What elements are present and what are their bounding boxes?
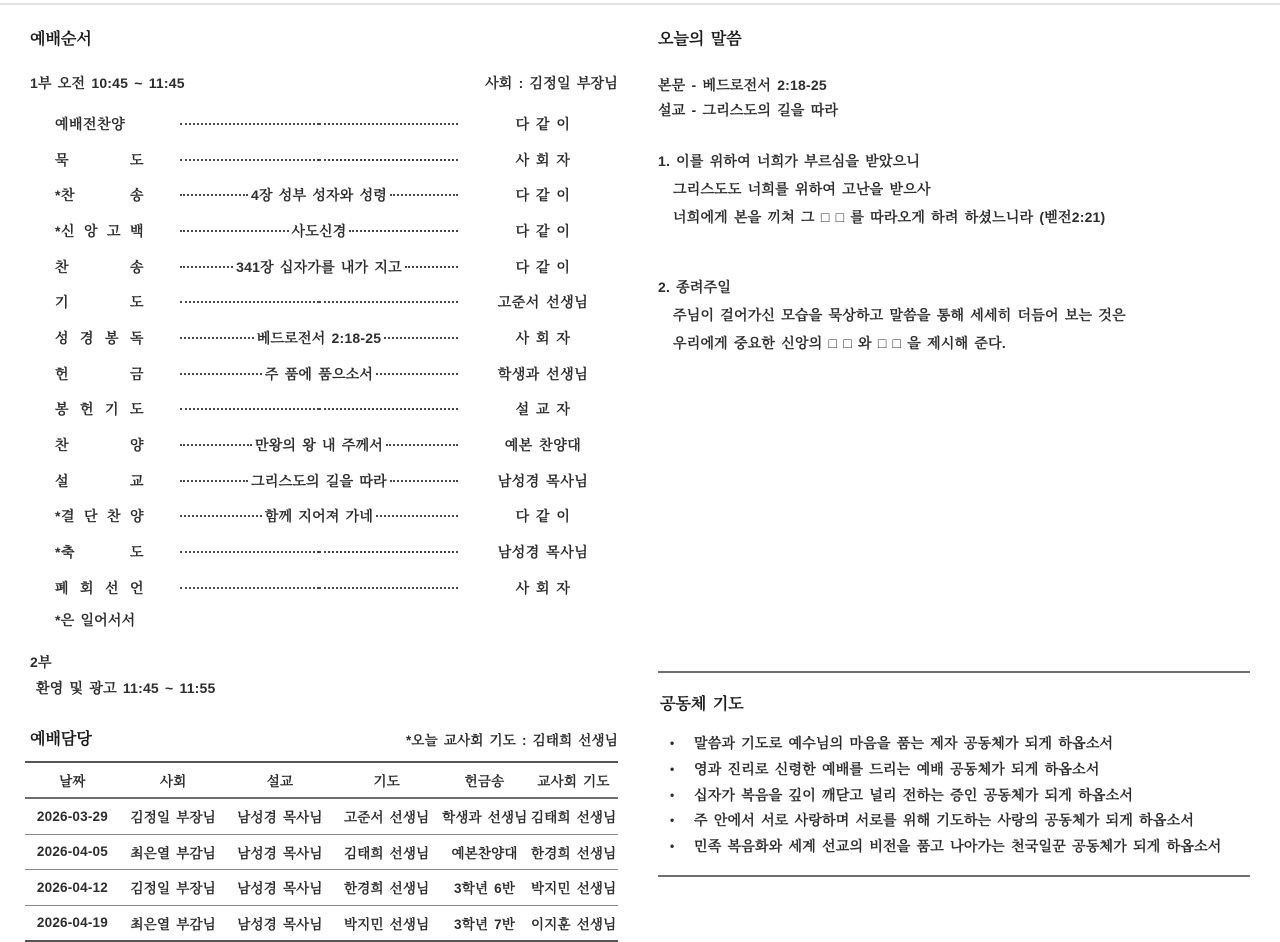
leader (180, 408, 458, 410)
community-prayer-title: 공동체 기도 (660, 696, 744, 714)
table-row (25, 905, 618, 941)
table-cell: 남성경 목사님 (237, 810, 323, 826)
leader-dots (349, 230, 458, 232)
column-header-teacher-prayer: 교사회 기도 (537, 773, 610, 789)
order-name: 남성경 목사님 (497, 544, 589, 561)
order-label: *신 앙 고 백 (55, 222, 144, 239)
table-cell: 2026-04-12 (36, 879, 108, 895)
table-row (25, 834, 618, 870)
prayer-item (660, 731, 1246, 757)
prayer-text: 말씀과 기도로 예수님의 마음을 품는 제자 공동체가 되게 하옵소서 (694, 735, 1114, 752)
todays-word-section (658, 14, 1250, 877)
order-center: 341장 십자가를 내가 지고 (236, 258, 402, 275)
leader-dots (319, 551, 458, 553)
leader-dots (390, 480, 458, 482)
note-line: 너희에게 본을 끼쳐 그 □ □ 를 따라오게 하려 하셨느니라 (벧전2:21) (673, 209, 1106, 225)
table-cell: 남성경 목사님 (237, 845, 323, 861)
order-row (30, 142, 618, 178)
part1-schedule: 1부 오전 10:45 ~ 11:45 (30, 75, 185, 91)
order-name: 다 같 이 (515, 115, 571, 132)
leader (180, 328, 458, 348)
part1-mc: 사회 : 김정일 부장님 (485, 75, 618, 91)
leader-dots (319, 123, 458, 125)
order-center: 만왕의 왕 내 주께서 (254, 437, 384, 454)
leader (180, 364, 458, 384)
leader-dots (319, 408, 458, 410)
sermon-note-2 (658, 273, 1250, 357)
leader-dots (376, 515, 458, 517)
leader-dots (180, 587, 319, 589)
part2-label: 2부 (30, 653, 52, 670)
prayer-text: 영과 진리로 신령한 예배를 드리는 예배 공동체가 되게 하옵소서 (694, 760, 1100, 777)
part2-block (30, 652, 618, 698)
table-cell: 3학년 7반 (454, 916, 516, 932)
table-cell: 3학년 6반 (454, 881, 516, 897)
table-cell: 김정일 부장님 (130, 881, 216, 897)
leader (180, 257, 458, 277)
order-row (30, 284, 618, 320)
part2-detail: 환영 및 광고 11:45 ~ 11:55 (36, 679, 216, 696)
leader-dots (180, 301, 319, 303)
order-list (30, 106, 618, 606)
leader-dots (180, 551, 319, 553)
leader-dots (180, 230, 289, 232)
table-cell: 예본찬양대 (451, 845, 518, 861)
prayer-item (660, 834, 1246, 860)
order-label: *축 도 (55, 544, 144, 561)
community-prayer-list (660, 731, 1246, 860)
prayer-text: 민족 복음화와 세계 선교의 비전을 품고 나아가는 천국일꾼 공동체가 되게 하옵소서 (694, 838, 1222, 855)
order-label: 찬 송 (55, 258, 144, 275)
order-name: 남성경 목사님 (497, 472, 589, 489)
order-name: 사 회 자 (515, 151, 571, 168)
note-line: 주님이 걸어가신 모습을 묵상하고 말씀을 통해 세세히 더듬어 보는 것은 (673, 307, 1126, 323)
order-row (30, 570, 618, 606)
order-name: 예본 찬양대 (504, 437, 582, 454)
note-head: 2. 종려주일 (658, 279, 732, 295)
order-label: 폐 회 선 언 (55, 579, 144, 596)
column-header-prayer: 기도 (373, 773, 400, 789)
assignments-header (30, 726, 618, 749)
prayer-item (660, 783, 1246, 809)
order-name: 다 같 이 (515, 222, 571, 239)
table-cell: 남성경 목사님 (237, 916, 323, 932)
table-cell: 최은열 부감님 (130, 916, 216, 932)
bullet-icon: • (670, 813, 675, 828)
order-label: 봉 헌 기 도 (55, 401, 144, 418)
order-label: 예배전찬양 (55, 115, 126, 132)
assignments-table (25, 761, 618, 942)
leader (180, 435, 458, 455)
table-cell: 한경희 선생님 (531, 845, 617, 861)
order-row (30, 499, 618, 535)
sermon-line: 설교 - 그리스도의 길을 따라 (658, 102, 839, 118)
order-row (30, 427, 618, 463)
prayer-text: 십자가 복음을 깊이 깨닫고 널리 전하는 증인 공동체가 되게 하옵소서 (694, 786, 1134, 803)
order-name: 다 같 이 (515, 258, 571, 275)
leader (180, 551, 458, 553)
leader-dots (180, 408, 319, 410)
leader-dots (180, 266, 233, 268)
order-name: 설 교 자 (515, 401, 571, 418)
note-line: 우리에게 중요한 신앙의 □ □ 와 □ □ 을 제시해 준다. (673, 335, 1006, 351)
leader-dots (390, 194, 458, 196)
passage-line: 본문 - 베드로전서 2:18-25 (658, 77, 827, 93)
table-cell: 최은열 부감님 (130, 845, 216, 861)
order-row (30, 320, 618, 356)
prayer-item (660, 757, 1246, 783)
worship-order-title: 예배순서 (30, 31, 92, 48)
column-header-date: 날짜 (59, 773, 86, 789)
table-cell: 고준서 선생님 (344, 810, 430, 826)
leader (180, 185, 458, 205)
order-label: 설 교 (55, 472, 144, 489)
table-cell: 박지민 선생님 (344, 916, 430, 932)
order-label: 묵 도 (55, 151, 144, 168)
leader-dots (384, 337, 458, 339)
leader-dots (376, 373, 458, 375)
part1-header (30, 73, 618, 93)
order-center: 베드로전서 2:18-25 (256, 329, 382, 346)
table-cell: 2026-03-29 (36, 808, 108, 824)
leader-dots (180, 123, 319, 125)
note-line: 그리스도도 너희를 위하여 고난을 받으사 (673, 181, 931, 197)
order-center: 그리스도의 길을 따라 (251, 472, 387, 489)
leader (180, 221, 458, 241)
order-row (30, 213, 618, 249)
order-row (30, 249, 618, 285)
order-center: 4장 성부 성자와 성령 (250, 187, 388, 204)
order-row (30, 356, 618, 392)
order-label: 찬 양 (55, 437, 144, 454)
table-header-row (25, 762, 618, 799)
bullet-icon: • (670, 787, 675, 802)
leader-dots (319, 159, 458, 161)
community-prayer-box (658, 671, 1250, 877)
order-row (30, 463, 618, 499)
table-cell: 학생과 선생님 (442, 810, 528, 826)
table-cell: 이지훈 선생님 (531, 916, 617, 932)
order-label: 성 경 봉 독 (55, 329, 144, 346)
page-top-divider (0, 3, 1280, 5)
leader-dots (180, 480, 248, 482)
order-label: 기 도 (55, 294, 144, 311)
leader (180, 587, 458, 589)
column-header-sermon: 설교 (266, 773, 294, 789)
order-center: 함께 지어져 가네 (264, 508, 374, 525)
standing-note: *은 일어서서 (55, 611, 136, 628)
column-header-mc: 사회 (160, 773, 187, 789)
leader-dots (319, 587, 458, 589)
order-name: 다 같 이 (515, 187, 571, 204)
leader-dots (405, 266, 458, 268)
worship-order-section (30, 14, 618, 932)
leader (180, 471, 458, 491)
order-name: 학생과 선생님 (497, 365, 589, 382)
table-cell: 2026-04-05 (36, 844, 108, 860)
leader-dots (180, 159, 319, 161)
table-cell: 남성경 목사님 (237, 881, 323, 897)
prayer-text: 주 안에서 서로 사랑하며 서로를 위해 기도하는 사랑의 공동체가 되게 하옵소서 (694, 812, 1195, 829)
order-name: 고준서 선생님 (497, 294, 589, 311)
order-row (30, 177, 618, 213)
word-meta (658, 73, 1250, 123)
assignments-title: 예배담당 (30, 730, 92, 748)
table-row (25, 798, 618, 834)
order-label: 헌 금 (55, 365, 144, 382)
table-cell: 김태희 선생님 (531, 810, 617, 826)
sermon-note-1 (658, 147, 1250, 231)
order-center: 주 품에 품으소서 (264, 365, 374, 382)
order-center: 사도신경 (291, 222, 347, 239)
todays-word-title: 오늘의 말씀 (658, 31, 742, 48)
leader (180, 506, 458, 526)
leader-dots (180, 373, 262, 375)
order-row (30, 534, 618, 570)
table-cell: 김태희 선생님 (344, 845, 430, 861)
leader-dots (180, 337, 254, 339)
leader-dots (180, 444, 252, 446)
leader (180, 301, 458, 303)
order-label: *찬 송 (55, 187, 144, 204)
table-cell: 한경희 선생님 (344, 881, 430, 897)
note-head: 1. 이를 위하여 너희가 부르심을 받았으니 (658, 153, 921, 169)
leader-dots (319, 301, 458, 303)
prayer-item (660, 808, 1246, 834)
order-name: 사 회 자 (515, 579, 571, 596)
order-row (30, 106, 618, 142)
assignments-note: *오늘 교사회 기도 : 김태희 선생님 (405, 732, 618, 748)
leader (180, 159, 458, 161)
order-name: 다 같 이 (515, 508, 571, 525)
leader-dots (180, 515, 262, 517)
table-row (25, 870, 618, 906)
table-cell: 2026-04-19 (36, 915, 108, 931)
order-label: *결 단 찬 양 (55, 508, 144, 525)
order-row (30, 392, 618, 428)
leader-dots (386, 444, 458, 446)
leader (180, 123, 458, 125)
bullet-icon: • (670, 839, 675, 854)
order-name: 사 회 자 (515, 329, 571, 346)
column-header-offering-song: 헌금송 (464, 773, 505, 789)
table-cell: 김정일 부장님 (130, 810, 216, 826)
bullet-icon: • (670, 761, 675, 776)
leader-dots (180, 194, 248, 196)
table-cell: 박지민 선생님 (531, 881, 617, 897)
bullet-icon: • (670, 736, 675, 751)
